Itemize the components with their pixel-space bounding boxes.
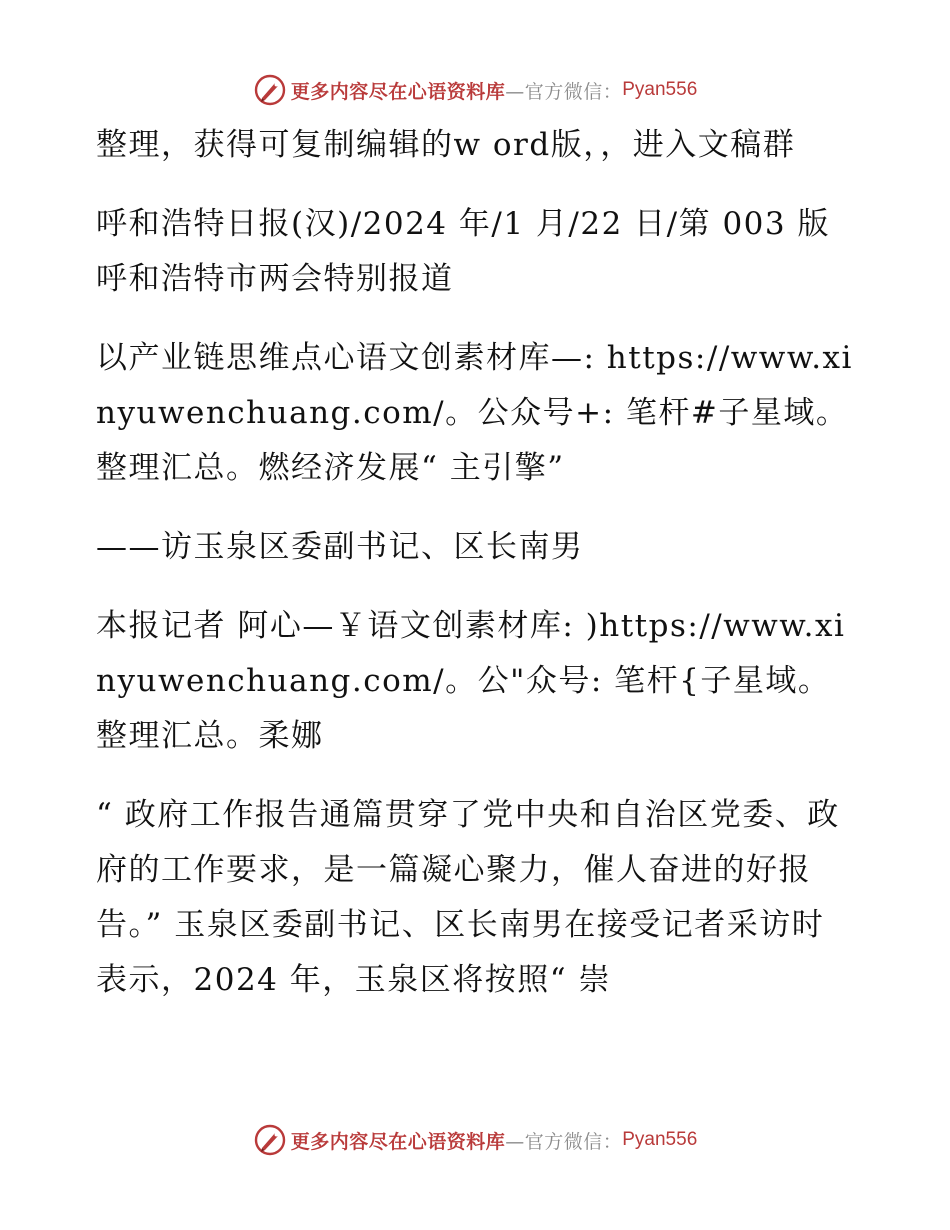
paragraph-2: 呼和浩特日报(汉)/2024 年/1 月/22 日/第 003 版呼和浩特市两会特别报道 [96,206,830,297]
pen-logo-icon [253,73,287,107]
paragraph-1: 整理，获得可复制编辑的w ord版，，进入文稿群 [96,127,796,163]
banner-wechat-label: —官方微信： [505,1130,623,1153]
footer-banner [0,1118,950,1162]
header-banner [0,68,950,112]
document-body [96,118,856,1032]
pen-logo-icon [253,1123,287,1157]
banner-wechat-id: Pyan556 [622,79,698,100]
banner-title: 更多内容尽在心语资料库 [290,1130,506,1153]
paragraph-3: 以产业链思维点心语文创素材库—: https://www.xinyuwenchuang.com/。公众号+: 笔杆#子星域。整理汇总。燃经济发展“ 主引擎” [96,340,853,486]
banner-wechat-id: Pyan556 [622,1129,698,1150]
paragraph-6: “ 政府工作报告通篇贯穿了党中央和自治区党委、政府的工作要求，是一篇凝心聚力，催人奋进的好报告。” 玉泉区委副书记、区长南男在接受记者采访时表示，2024 年，玉泉区将按照“ 崇 [96,797,840,998]
banner-wechat-label: —官方微信： [505,80,623,103]
paragraph-4: ——访玉泉区委副书记、区长南男 [96,529,584,565]
banner-title: 更多内容尽在心语资料库 [290,80,506,103]
paragraph-5: 本报记者 阿心—￥语文创素材库: )https://www.xinyuwenchuang.com/。公"众号: 笔杆{子星域。整理汇总。柔娜 [96,608,846,754]
